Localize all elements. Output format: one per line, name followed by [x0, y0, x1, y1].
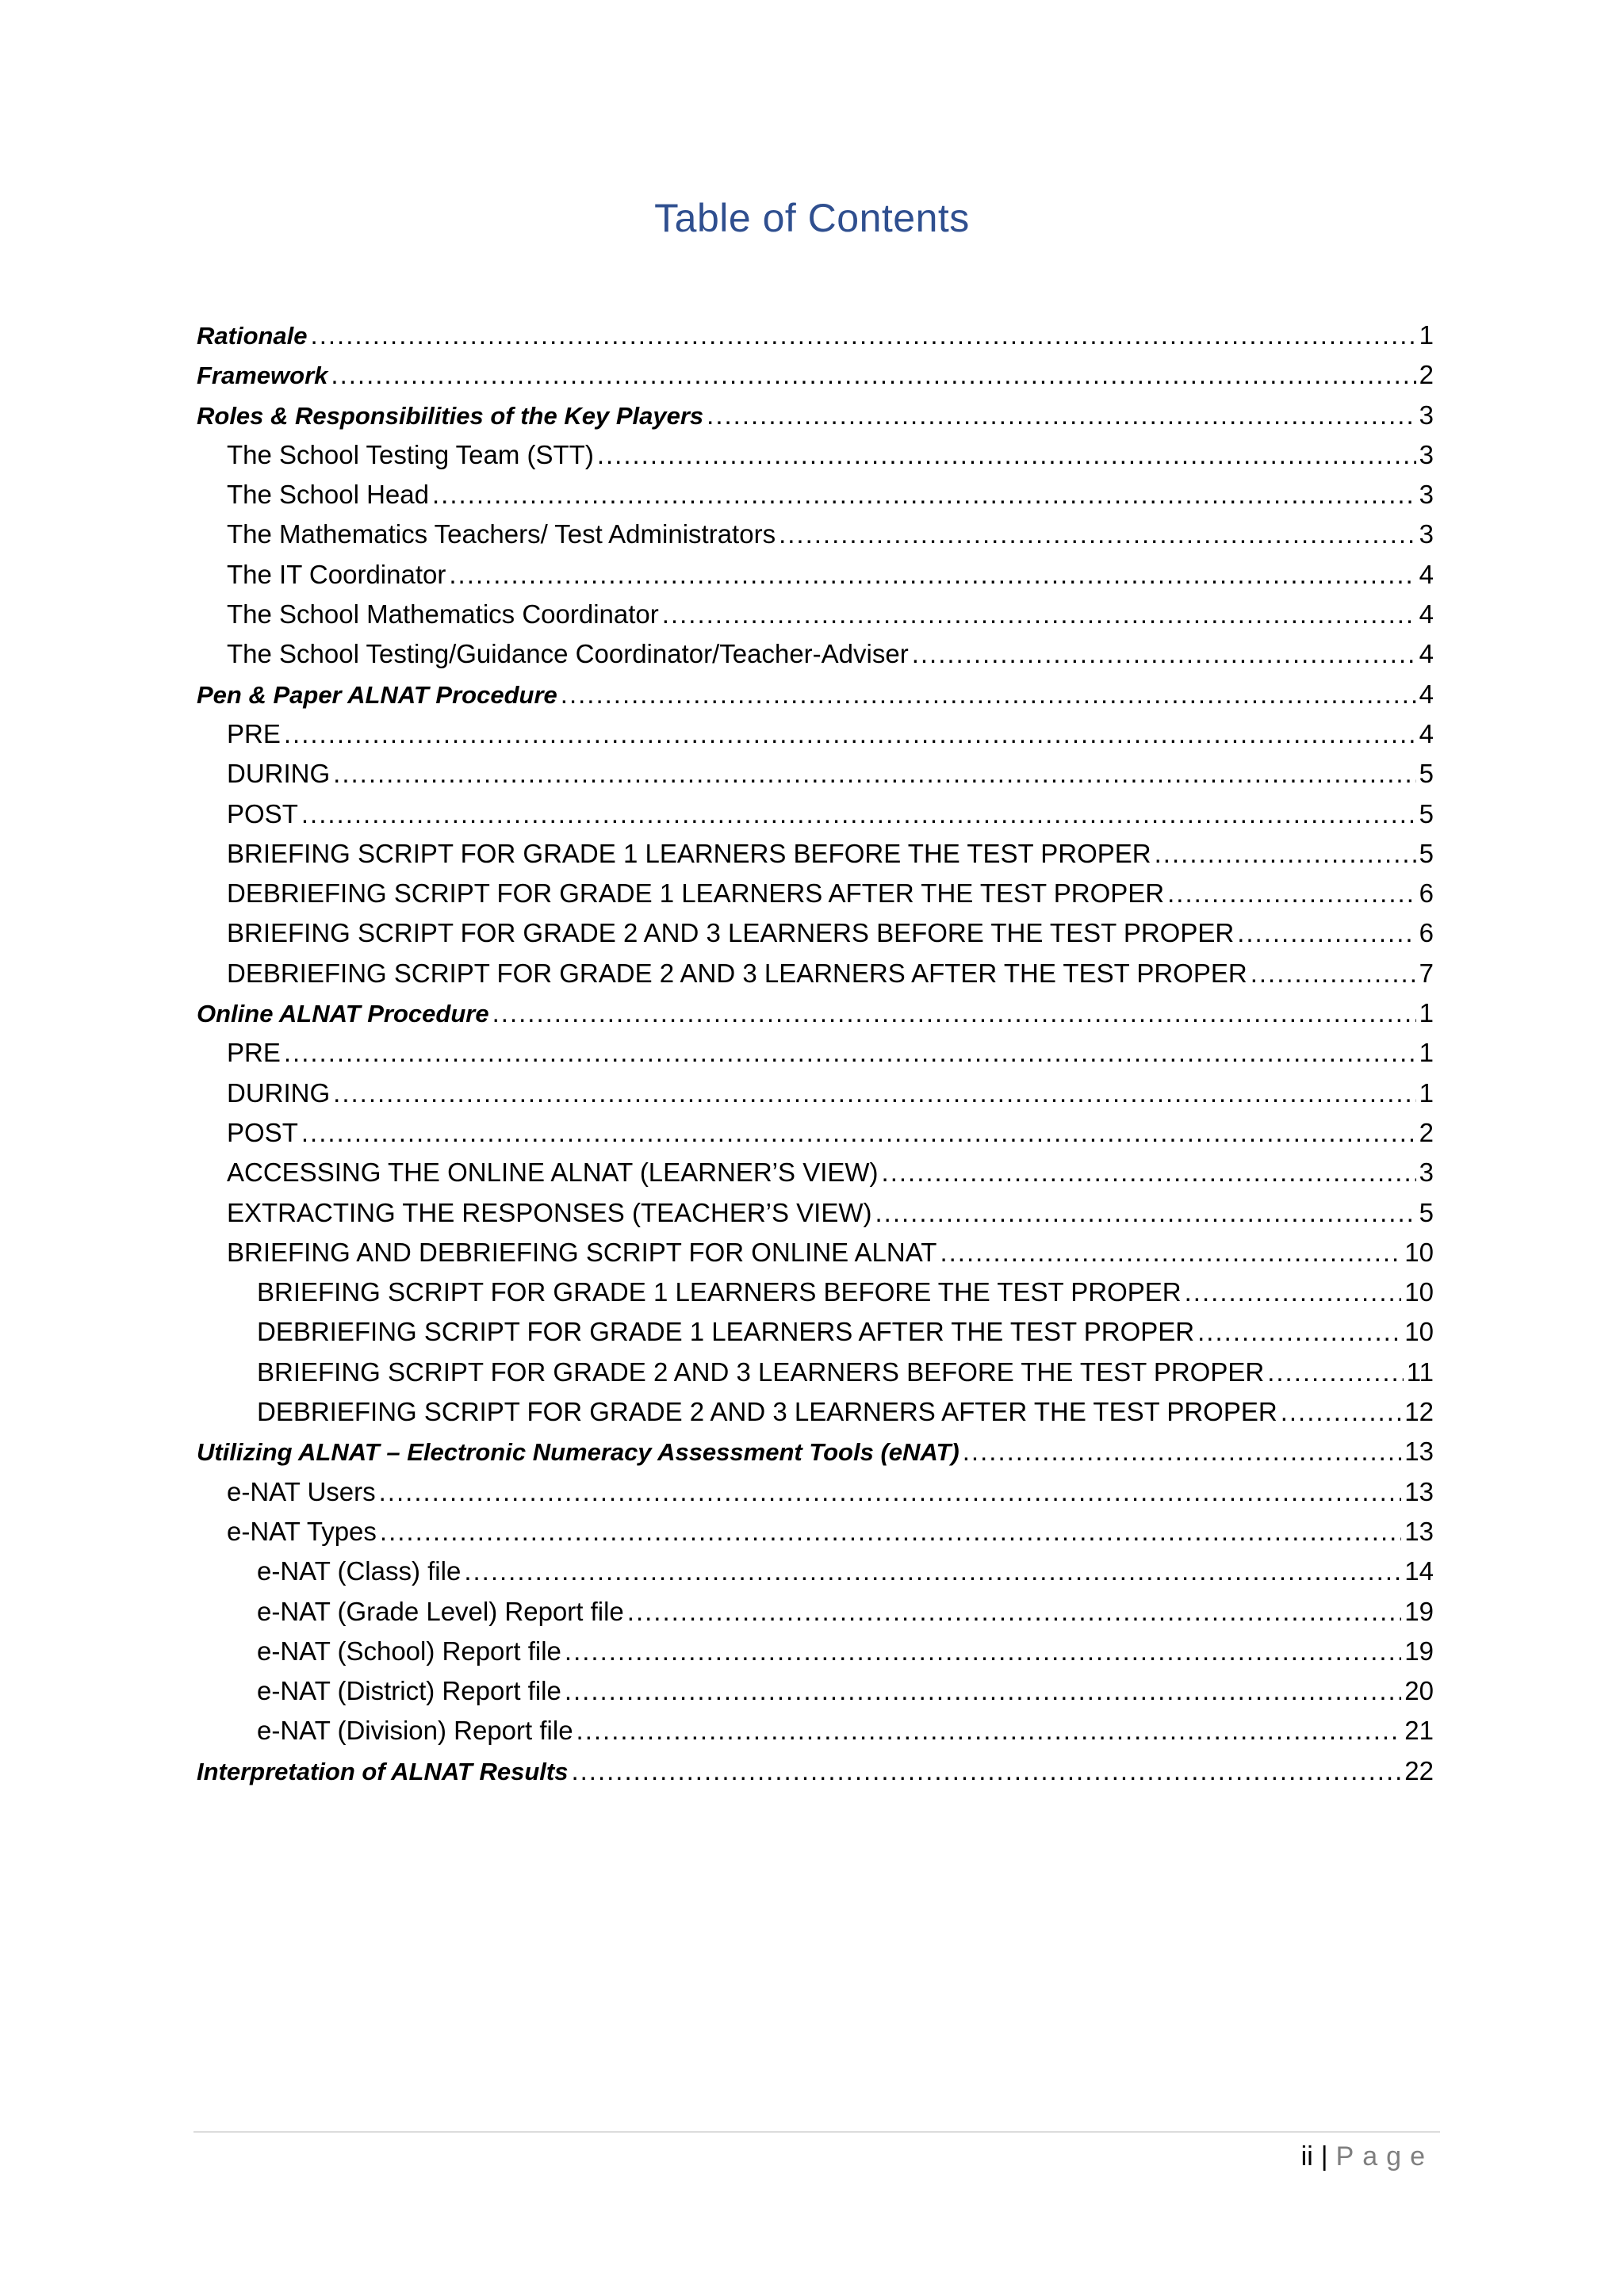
- toc-entry[interactable]: [197, 954, 1434, 993]
- toc-dot-leader: [565, 1632, 1401, 1671]
- toc-entry-page: 3: [1419, 519, 1434, 549]
- toc-entry[interactable]: [197, 1193, 1434, 1233]
- toc-dot-leader: [1281, 1392, 1402, 1432]
- toc-dot-leader: [963, 1432, 1402, 1471]
- toc-entry[interactable]: [197, 1432, 1434, 1471]
- toc-entry-page: 19: [1404, 1596, 1434, 1626]
- toc-entry[interactable]: [197, 754, 1434, 794]
- toc-entry-page: 14: [1404, 1556, 1434, 1586]
- toc-entry-label: PRE: [227, 1038, 281, 1068]
- toc-entry-page: 2: [1419, 1117, 1434, 1147]
- toc-entry[interactable]: [197, 316, 1434, 355]
- toc-entry-label: Framework: [197, 362, 328, 390]
- toc-entry[interactable]: [197, 834, 1434, 874]
- toc-entry[interactable]: [197, 1552, 1434, 1591]
- table-of-contents: [197, 316, 1434, 1791]
- toc-entry[interactable]: [197, 1392, 1434, 1432]
- toc-dot-leader: [1267, 1353, 1404, 1392]
- toc-entry-page: 3: [1419, 439, 1434, 469]
- toc-entry[interactable]: [197, 595, 1434, 634]
- toc-dot-leader: [331, 355, 1415, 395]
- toc-entry-label: Interpretation of ALNAT Results: [197, 1757, 569, 1785]
- toc-entry-label: BRIEFING AND DEBRIEFING SCRIPT FOR ONLINE ALNAT: [227, 1237, 937, 1267]
- toc-entry[interactable]: [197, 634, 1434, 674]
- toc-entry-label: The Mathematics Teachers/ Test Administrators: [227, 519, 776, 549]
- toc-entry-page: 4: [1419, 639, 1434, 669]
- toc-entry[interactable]: [197, 675, 1434, 714]
- toc-dot-leader: [380, 1512, 1401, 1552]
- toc-entry[interactable]: [197, 1472, 1434, 1512]
- toc-dot-leader: [284, 1033, 1416, 1073]
- footer-page-word: Page: [1335, 2141, 1434, 2172]
- toc-entry[interactable]: [197, 475, 1434, 515]
- toc-entry-label: BRIEFING SCRIPT FOR GRADE 2 AND 3 LEARNERS BEFORE THE TEST PROPER: [257, 1357, 1265, 1387]
- toc-entry[interactable]: [197, 355, 1434, 395]
- toc-entry-page: 2: [1419, 360, 1434, 390]
- toc-entry-page: 5: [1419, 838, 1434, 868]
- toc-entry[interactable]: [197, 1113, 1434, 1153]
- toc-entry-page: 19: [1404, 1636, 1434, 1666]
- toc-entry[interactable]: [197, 1711, 1434, 1751]
- toc-entry[interactable]: [197, 1033, 1434, 1073]
- toc-dot-leader: [432, 475, 1416, 515]
- footer-divider: [193, 2131, 1440, 2133]
- toc-entry-page: 5: [1419, 1197, 1434, 1227]
- toc-entry-label: Pen & Paper ALNAT Procedure: [197, 680, 557, 709]
- toc-entry-page: 13: [1404, 1437, 1434, 1467]
- toc-entry-label: Rationale: [197, 322, 308, 350]
- toc-entry-page: 12: [1404, 1397, 1434, 1427]
- toc-entry[interactable]: [197, 794, 1434, 834]
- toc-entry-page: 4: [1419, 718, 1434, 748]
- toc-entry[interactable]: [197, 1671, 1434, 1711]
- toc-entry[interactable]: [197, 1353, 1434, 1392]
- toc-entry[interactable]: [197, 396, 1434, 435]
- toc-entry-label: DEBRIEFING SCRIPT FOR GRADE 1 LEARNERS AFTER THE TEST PROPER: [227, 878, 1165, 909]
- toc-entry-label: e-NAT (Class) file: [257, 1556, 462, 1586]
- toc-dot-leader: [311, 316, 1416, 355]
- toc-dot-leader: [627, 1592, 1401, 1632]
- toc-dot-leader: [333, 1073, 1415, 1113]
- toc-entry-label: The School Head: [227, 480, 429, 510]
- toc-dot-leader: [1155, 834, 1416, 874]
- toc-entry-page: 7: [1419, 958, 1434, 988]
- toc-entry[interactable]: [197, 913, 1434, 953]
- toc-entry-page: 13: [1404, 1476, 1434, 1506]
- toc-entry-page: 10: [1404, 1277, 1434, 1307]
- toc-entry[interactable]: [197, 1073, 1434, 1113]
- toc-entry-page: 4: [1419, 679, 1434, 709]
- toc-entry-page: 13: [1404, 1516, 1434, 1546]
- toc-dot-leader: [1167, 874, 1416, 913]
- toc-dot-leader: [301, 794, 1416, 834]
- toc-entry-label: e-NAT (District) Report file: [257, 1676, 561, 1706]
- toc-entry-label: The School Testing Team (STT): [227, 439, 594, 469]
- toc-entry-page: 11: [1406, 1357, 1434, 1387]
- toc-entry-label: Roles & Responsibilities of the Key Players: [197, 401, 704, 430]
- toc-entry-page: 6: [1419, 918, 1434, 948]
- toc-entry-label: BRIEFING SCRIPT FOR GRADE 2 AND 3 LEARNERS BEFORE THE TEST PROPER: [227, 918, 1235, 948]
- toc-entry-page: 1: [1419, 1038, 1434, 1068]
- toc-entry-page: 3: [1419, 400, 1434, 430]
- toc-dot-leader: [882, 1153, 1416, 1192]
- toc-entry-page: 4: [1419, 599, 1434, 629]
- footer-separator: |: [1320, 2141, 1328, 2172]
- toc-dot-leader: [662, 595, 1416, 634]
- toc-entry[interactable]: [197, 435, 1434, 475]
- toc-dot-leader: [576, 1711, 1402, 1751]
- toc-dot-leader: [1185, 1272, 1402, 1312]
- toc-entry-page: 3: [1419, 1158, 1434, 1188]
- toc-entry[interactable]: [197, 1312, 1434, 1352]
- toc-entry-label: The School Mathematics Coordinator: [227, 599, 659, 629]
- toc-entry-page: 5: [1419, 798, 1434, 828]
- toc-dot-leader: [875, 1193, 1416, 1233]
- toc-entry-page: 1: [1419, 1077, 1434, 1108]
- toc-entry-label: e-NAT Types: [227, 1516, 377, 1546]
- toc-entry-page: 1: [1419, 998, 1434, 1028]
- toc-entry-label: DURING: [227, 1077, 331, 1108]
- toc-entry-page: 21: [1404, 1716, 1434, 1746]
- toc-entry-label: DEBRIEFING SCRIPT FOR GRADE 1 LEARNERS AFTER THE TEST PROPER: [257, 1317, 1195, 1347]
- toc-entry-label: BRIEFING SCRIPT FOR GRADE 1 LEARNERS BEFORE THE TEST PROPER: [227, 838, 1151, 868]
- toc-entry-page: 4: [1419, 559, 1434, 589]
- toc-entry-label: DEBRIEFING SCRIPT FOR GRADE 2 AND 3 LEARNERS AFTER THE TEST PROPER: [257, 1397, 1277, 1427]
- toc-dot-leader: [301, 1113, 1416, 1153]
- toc-entry[interactable]: [197, 555, 1434, 595]
- toc-entry[interactable]: [197, 714, 1434, 754]
- toc-entry-page: 5: [1419, 759, 1434, 789]
- toc-entry-page: 10: [1404, 1237, 1434, 1267]
- toc-entry[interactable]: [197, 1632, 1434, 1671]
- toc-dot-leader: [464, 1552, 1401, 1591]
- toc-dot-leader: [1197, 1312, 1401, 1352]
- toc-entry-label: The School Testing/Guidance Coordinator/Teacher-Adviser: [227, 639, 909, 669]
- toc-entry-label: POST: [227, 1117, 298, 1147]
- toc-entry-label: e-NAT (Division) Report file: [257, 1716, 573, 1746]
- page-title: Table of Contents: [654, 196, 970, 240]
- toc-entry-page: 3: [1419, 480, 1434, 510]
- toc-entry-label: ACCESSING THE ONLINE ALNAT (LEARNER’S VIEW): [227, 1158, 879, 1188]
- toc-entry[interactable]: [197, 993, 1434, 1033]
- toc-entry[interactable]: [197, 515, 1434, 554]
- page-footer: [1301, 2137, 1434, 2176]
- toc-entry-label: PRE: [227, 718, 281, 748]
- toc-entry-label: DURING: [227, 759, 331, 789]
- toc-entry-label: Online ALNAT Procedure: [197, 1000, 489, 1028]
- toc-entry-page: 20: [1404, 1676, 1434, 1706]
- toc-entry[interactable]: [197, 1233, 1434, 1272]
- toc-entry-label: e-NAT Users: [227, 1476, 376, 1506]
- toc-entry-page: 10: [1404, 1317, 1434, 1347]
- toc-entry-label: POST: [227, 798, 298, 828]
- footer-page-number: ii: [1300, 2141, 1313, 2172]
- toc-dot-leader: [333, 754, 1415, 794]
- toc-dot-leader: [565, 1671, 1401, 1711]
- toc-dot-leader: [707, 396, 1415, 435]
- toc-entry-label: e-NAT (Grade Level) Report file: [257, 1596, 624, 1626]
- toc-dot-leader: [912, 634, 1416, 674]
- toc-dot-leader: [492, 993, 1416, 1033]
- toc-dot-leader: [940, 1233, 1401, 1272]
- toc-entry-page: 6: [1419, 878, 1434, 909]
- toc-entry-label: EXTRACTING THE RESPONSES (TEACHER’S VIEW): [227, 1197, 872, 1227]
- toc-entry[interactable]: [197, 874, 1434, 913]
- toc-entry-label: Utilizing ALNAT – Electronic Numeracy Assessment Tools (eNAT): [197, 1438, 959, 1467]
- toc-dot-leader: [284, 714, 1416, 754]
- toc-entry-page: 22: [1404, 1755, 1434, 1785]
- toc-dot-leader: [779, 515, 1416, 554]
- toc-entry-label: BRIEFING SCRIPT FOR GRADE 1 LEARNERS BEFORE THE TEST PROPER: [257, 1277, 1182, 1307]
- toc-dot-leader: [449, 555, 1415, 595]
- toc-dot-leader: [1237, 913, 1415, 953]
- toc-dot-leader: [561, 675, 1416, 714]
- toc-entry-label: e-NAT (School) Report file: [257, 1636, 561, 1666]
- toc-dot-leader: [571, 1751, 1401, 1791]
- toc-dot-leader: [379, 1472, 1402, 1512]
- toc-entry[interactable]: [197, 1512, 1434, 1552]
- toc-entry-label: DEBRIEFING SCRIPT FOR GRADE 2 AND 3 LEARNERS AFTER THE TEST PROPER: [227, 958, 1247, 988]
- toc-entry[interactable]: [197, 1272, 1434, 1312]
- toc-entry[interactable]: [197, 1153, 1434, 1192]
- toc-dot-leader: [597, 435, 1416, 475]
- toc-dot-leader: [1251, 954, 1416, 993]
- toc-entry-page: 1: [1419, 320, 1434, 350]
- toc-entry[interactable]: [197, 1751, 1434, 1791]
- toc-entry[interactable]: [197, 1592, 1434, 1632]
- toc-entry-label: The IT Coordinator: [227, 559, 446, 589]
